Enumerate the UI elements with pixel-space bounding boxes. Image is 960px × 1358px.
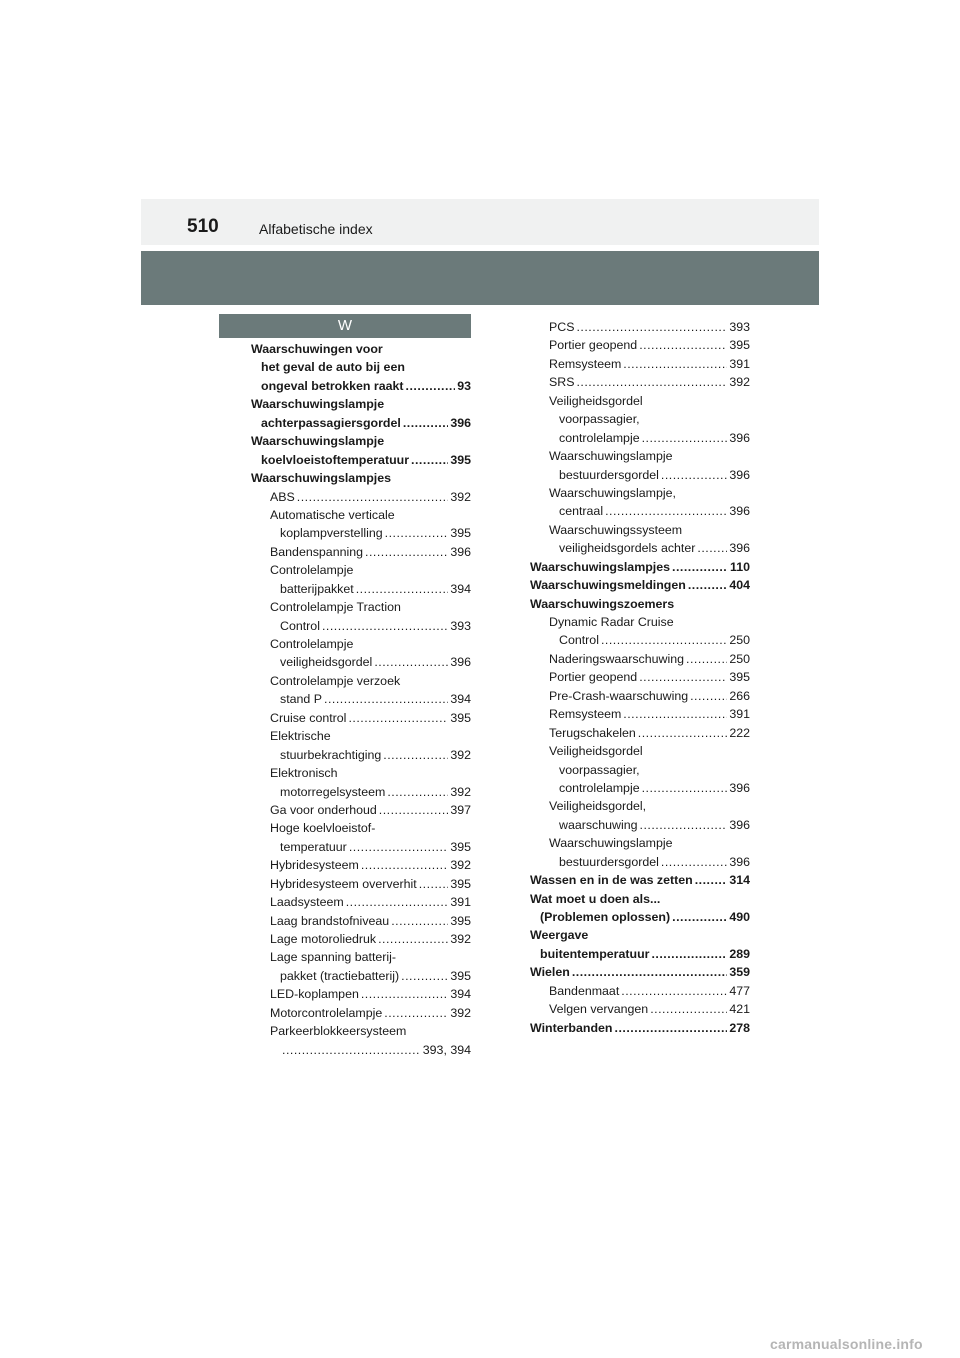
index-entry-term: temperatuur bbox=[280, 839, 347, 854]
index-entry-page[interactable]: 396 bbox=[729, 854, 750, 869]
index-entry bbox=[530, 742, 750, 760]
index-entry-term: bestuurdersgordel bbox=[559, 467, 659, 482]
dot-leader bbox=[379, 801, 449, 819]
index-entry bbox=[251, 875, 471, 893]
index-entry bbox=[251, 727, 471, 745]
index-entry-page[interactable]: 394 bbox=[450, 581, 471, 596]
index-entry-page[interactable]: 110 bbox=[730, 559, 750, 574]
index-entry-page[interactable]: 421 bbox=[729, 1002, 750, 1017]
index-entry-page[interactable]: 391 bbox=[729, 707, 750, 722]
index-entry-page[interactable]: 392 bbox=[450, 747, 471, 762]
index-entry bbox=[530, 908, 750, 926]
index-entry-term: LED-koplampen bbox=[270, 987, 359, 1002]
index-entry-term: Waarschuwingssysteem bbox=[549, 522, 683, 537]
index-entry bbox=[530, 853, 750, 871]
index-entry-page[interactable]: 396 bbox=[450, 655, 471, 670]
index-entry-page[interactable]: 314 bbox=[729, 873, 750, 888]
index-entry bbox=[251, 930, 471, 948]
dot-leader bbox=[282, 1041, 421, 1059]
index-entry bbox=[251, 801, 471, 819]
dot-leader bbox=[695, 871, 728, 889]
index-entry-page[interactable]: 93 bbox=[457, 378, 471, 393]
index-entry-page[interactable]: 490 bbox=[729, 910, 750, 924]
index-entry-page[interactable]: 394 bbox=[450, 987, 471, 1002]
index-entry-page[interactable]: 395 bbox=[450, 968, 471, 983]
index-entry-term: Controlelampje bbox=[270, 563, 354, 578]
index-entry-term: Wassen en in de was zetten bbox=[530, 873, 693, 888]
index-entry bbox=[530, 355, 750, 373]
index-entry-term: Waarschuwingslampje bbox=[549, 449, 673, 464]
index-entry bbox=[251, 1004, 471, 1022]
index-entry bbox=[530, 392, 750, 410]
index-entry-page[interactable]: 392 bbox=[450, 489, 471, 504]
dot-leader bbox=[605, 502, 727, 520]
index-entry-term: batterijpakket bbox=[280, 581, 354, 596]
index-entry bbox=[530, 558, 750, 576]
index-entry bbox=[251, 856, 471, 874]
index-entry-term: stand P bbox=[280, 692, 323, 707]
index-entry bbox=[251, 432, 471, 450]
index-entry bbox=[251, 580, 471, 598]
index-entry bbox=[530, 705, 750, 723]
index-entry bbox=[530, 816, 750, 834]
index-entry bbox=[530, 336, 750, 354]
dot-leader bbox=[361, 856, 448, 874]
index-entry-page[interactable]: 395 bbox=[729, 338, 750, 353]
index-entry bbox=[251, 672, 471, 690]
index-entry-term: ongeval betrokken raakt bbox=[261, 378, 404, 393]
index-entry-page[interactable]: 396 bbox=[450, 544, 471, 559]
index-entry bbox=[530, 631, 750, 649]
index-entry-page[interactable]: 391 bbox=[729, 356, 750, 371]
dot-leader bbox=[297, 488, 449, 506]
index-entry-term: Elektrische bbox=[270, 729, 331, 744]
index-entry-term: Waarschuwingslampje bbox=[251, 434, 385, 449]
header-band bbox=[141, 251, 819, 305]
index-entry-page[interactable]: 404 bbox=[729, 578, 750, 593]
index-entry-page[interactable]: 395 bbox=[729, 670, 750, 685]
index-entry-term: motorregelsysteem bbox=[280, 784, 386, 799]
index-entry bbox=[530, 429, 750, 447]
index-entry-term: Lage spanning batterij- bbox=[270, 950, 397, 965]
dot-leader bbox=[385, 524, 449, 542]
index-entry-term: Pre-Crash-waarschuwing bbox=[549, 688, 689, 703]
index-entry bbox=[530, 871, 750, 889]
index-entry bbox=[251, 690, 471, 708]
index-entry bbox=[251, 561, 471, 579]
dot-leader bbox=[374, 653, 448, 671]
index-entry bbox=[530, 1019, 750, 1037]
index-entry bbox=[251, 506, 471, 524]
index-entry bbox=[530, 834, 750, 852]
index-entry bbox=[251, 746, 471, 764]
index-entry bbox=[530, 576, 750, 594]
index-entry-page[interactable]: 397 bbox=[450, 802, 471, 817]
index-entry-term: Waarschuwingen voor bbox=[251, 342, 383, 356]
index-entry-page[interactable]: 477 bbox=[729, 983, 750, 998]
index-entry bbox=[530, 1000, 750, 1018]
index-entry-term: Bandenspanning bbox=[270, 544, 364, 559]
index-entry-page[interactable]: 393, 394 bbox=[422, 1042, 471, 1057]
index-entry bbox=[530, 724, 750, 742]
index-entry-term: Laag brandstofniveau bbox=[270, 913, 390, 928]
index-entry-page[interactable]: 396 bbox=[729, 780, 750, 795]
index-entry bbox=[530, 982, 750, 1000]
dot-leader bbox=[642, 429, 728, 447]
dot-leader bbox=[688, 576, 727, 594]
index-entry-page[interactable]: 395 bbox=[450, 839, 471, 854]
index-entry-term: Waarschuwingslampje, bbox=[549, 485, 676, 500]
index-entry bbox=[530, 613, 750, 631]
dot-leader bbox=[672, 908, 727, 926]
index-entry bbox=[530, 466, 750, 484]
index-entry bbox=[530, 779, 750, 797]
index-entry-term: Controlelampje verzoek bbox=[270, 673, 401, 688]
index-entry-page[interactable]: 395 bbox=[450, 876, 471, 891]
index-entry-term: Waarschuwingslampjes bbox=[251, 471, 392, 486]
dot-leader bbox=[383, 746, 448, 764]
index-entry-page[interactable]: 395 bbox=[450, 452, 471, 467]
index-entry bbox=[251, 543, 471, 561]
index-entry-term: veiligheidsgordel bbox=[280, 655, 373, 670]
index-entry bbox=[251, 838, 471, 856]
dot-leader bbox=[601, 631, 727, 649]
index-entry bbox=[530, 502, 750, 520]
index-entry-term: Bandenmaat bbox=[549, 983, 620, 998]
dot-leader bbox=[391, 912, 448, 930]
index-entry-term: waarschuwing bbox=[559, 817, 638, 832]
index-entry-term: Terugschakelen bbox=[549, 725, 636, 740]
index-entry bbox=[530, 926, 750, 944]
dot-leader bbox=[576, 318, 727, 336]
page-title: Alfabetische index bbox=[259, 221, 373, 237]
index-entry bbox=[530, 668, 750, 686]
index-entry-term: Wat moet u doen als... bbox=[530, 891, 661, 906]
index-entry bbox=[251, 912, 471, 930]
dot-leader bbox=[419, 875, 449, 893]
index-entry bbox=[530, 595, 750, 613]
index-entry-term: Veiligheidsgordel bbox=[549, 744, 643, 759]
index-entry-term: veiligheidsgordels achter bbox=[559, 541, 696, 556]
index-entry-page[interactable]: 393 bbox=[729, 320, 750, 334]
index-entry bbox=[251, 414, 471, 432]
index-entry bbox=[251, 653, 471, 671]
index-entry bbox=[530, 945, 750, 963]
index-entry bbox=[251, 1022, 471, 1040]
dot-leader bbox=[322, 617, 448, 635]
index-entry-page[interactable]: 395 bbox=[450, 913, 471, 928]
index-entry-page[interactable]: 391 bbox=[450, 895, 471, 910]
index-entry-term: achterpassagiersgordel bbox=[261, 415, 401, 430]
index-entry-page[interactable]: 396 bbox=[729, 430, 750, 445]
dot-leader bbox=[640, 816, 728, 834]
index-entry-page[interactable]: 396 bbox=[729, 467, 750, 482]
index-entry-term: Control bbox=[280, 618, 320, 633]
index-entry-page[interactable]: 392 bbox=[450, 784, 471, 799]
dot-leader bbox=[365, 543, 448, 561]
index-entry bbox=[251, 488, 471, 506]
index-entry-term: controlelampje bbox=[559, 430, 640, 445]
index-entry-term: Ga voor onderhoud bbox=[270, 802, 377, 817]
index-entry-term: Wielen bbox=[530, 965, 570, 980]
index-entry bbox=[251, 395, 471, 413]
dot-leader bbox=[576, 373, 727, 391]
dot-leader bbox=[623, 705, 727, 723]
index-entry-term: Control bbox=[559, 633, 599, 648]
index-entry-term: Parkeerblokkeersysteem bbox=[270, 1024, 407, 1039]
index-column-right bbox=[530, 318, 750, 1037]
index-entry bbox=[530, 797, 750, 815]
index-entry bbox=[251, 598, 471, 616]
dot-leader bbox=[672, 558, 728, 576]
index-entry-term: Veiligheidsgordel, bbox=[549, 799, 647, 814]
index-entry-page[interactable]: 250 bbox=[729, 633, 750, 648]
index-entry-term: koplampverstelling bbox=[280, 526, 383, 541]
index-entry-page[interactable]: 394 bbox=[450, 692, 471, 707]
index-entry-term: koelvloeistoftemperatuur bbox=[261, 452, 410, 467]
dot-leader bbox=[406, 377, 456, 395]
dot-leader bbox=[349, 838, 449, 856]
index-entry-term: voorpassagier, bbox=[559, 762, 640, 777]
dot-leader bbox=[401, 967, 448, 985]
index-entry bbox=[251, 764, 471, 782]
index-entry-term: Hoge koelvloeistof- bbox=[270, 821, 376, 836]
dot-leader bbox=[378, 930, 448, 948]
index-entry-page[interactable]: 396 bbox=[729, 541, 750, 556]
index-entry-term: Portier geopend bbox=[549, 670, 638, 685]
index-entry bbox=[530, 373, 750, 391]
index-entry-page[interactable]: 396 bbox=[729, 504, 750, 519]
dot-leader bbox=[690, 687, 727, 705]
watermark: carmanualsonline.info bbox=[770, 1336, 923, 1352]
dot-leader bbox=[623, 355, 727, 373]
index-entry bbox=[251, 819, 471, 837]
index-entry-term: Waarschuwingsmeldingen bbox=[530, 578, 686, 593]
dot-leader bbox=[411, 451, 448, 469]
dot-leader bbox=[651, 945, 727, 963]
index-entry-term: bestuurdersgordel bbox=[559, 854, 659, 869]
index-entry-term: het geval de auto bij een bbox=[261, 360, 405, 375]
index-entry bbox=[530, 890, 750, 908]
index-entry-page[interactable]: 278 bbox=[729, 1020, 750, 1035]
index-entry-term: stuurbekrachtiging bbox=[280, 747, 382, 762]
index-entry-term: Velgen vervangen bbox=[549, 1002, 649, 1017]
index-entry bbox=[530, 963, 750, 981]
index-entry bbox=[251, 358, 471, 376]
dot-leader bbox=[348, 709, 448, 727]
dot-leader bbox=[621, 982, 727, 1000]
dot-leader bbox=[572, 963, 727, 981]
index-entry bbox=[530, 650, 750, 668]
dot-leader bbox=[639, 336, 727, 354]
dot-leader bbox=[387, 783, 448, 801]
index-entry-term: Waarschuwingszoemers bbox=[530, 596, 675, 611]
index-entry-term: Weergave bbox=[530, 928, 589, 943]
index-entry-term: ABS bbox=[270, 489, 295, 504]
index-entry-term: voorpassagier, bbox=[559, 412, 640, 427]
index-entry-term: Waarschuwingslampje bbox=[549, 836, 673, 851]
dot-leader bbox=[697, 539, 727, 557]
dot-leader bbox=[686, 650, 727, 668]
index-entry bbox=[530, 318, 750, 336]
dot-leader bbox=[642, 779, 728, 797]
dot-leader bbox=[638, 724, 728, 742]
index-entry-term: Hybridesysteem oververhit bbox=[270, 876, 417, 891]
index-entry-term: Waarschuwingslampjes bbox=[530, 559, 671, 574]
header-bar bbox=[141, 199, 819, 245]
dot-leader bbox=[615, 1019, 728, 1037]
index-entry-term: Dynamic Radar Cruise bbox=[549, 615, 674, 629]
index-entry-term: Portier geopend bbox=[549, 338, 638, 353]
index-entry-term: Cruise control bbox=[270, 710, 347, 725]
dot-leader bbox=[356, 580, 449, 598]
dot-leader bbox=[346, 893, 449, 911]
index-entry-term: Winterbanden bbox=[530, 1020, 613, 1035]
index-entry-page[interactable]: 266 bbox=[729, 688, 750, 703]
section-letter-tab: W bbox=[219, 314, 471, 338]
index-entry-page[interactable]: 392 bbox=[450, 858, 471, 873]
index-entry bbox=[530, 447, 750, 465]
index-entry-page[interactable]: 392 bbox=[450, 1005, 471, 1020]
index-entry-page[interactable]: 250 bbox=[729, 651, 750, 666]
index-entry bbox=[530, 484, 750, 502]
index-entry bbox=[530, 539, 750, 557]
index-entry-term: Laadsysteem bbox=[270, 895, 344, 910]
index-entry bbox=[251, 340, 471, 358]
index-entry-term: SRS bbox=[549, 375, 575, 390]
index-entry bbox=[530, 761, 750, 779]
index-entry-term: Remsysteem bbox=[549, 707, 622, 722]
index-entry-page[interactable]: 395 bbox=[450, 526, 471, 541]
index-entry-term: Controlelampje bbox=[270, 637, 354, 651]
page-number: 510 bbox=[187, 216, 219, 237]
index-entry-term: Elektronisch bbox=[270, 766, 338, 781]
index-entry bbox=[251, 1041, 471, 1059]
index-entry bbox=[251, 948, 471, 966]
dot-leader bbox=[403, 414, 449, 432]
dot-leader bbox=[384, 1004, 448, 1022]
index-entry-term: Hybridesysteem bbox=[270, 858, 359, 873]
dot-leader bbox=[661, 466, 727, 484]
index-entry bbox=[251, 783, 471, 801]
index-entry-page[interactable]: 392 bbox=[729, 375, 750, 390]
index-entry-term: Motorcontrolelampje bbox=[270, 1005, 383, 1020]
index-entry bbox=[251, 469, 471, 487]
index-entry bbox=[251, 985, 471, 1003]
index-entry bbox=[251, 635, 471, 653]
index-entry-page[interactable]: 393 bbox=[450, 618, 471, 633]
index-entry bbox=[530, 521, 750, 539]
index-entry-page[interactable]: 395 bbox=[450, 710, 471, 725]
index-entry bbox=[251, 617, 471, 635]
index-entry-page[interactable]: 396 bbox=[450, 415, 471, 430]
index-column-left bbox=[251, 340, 471, 1059]
index-entry bbox=[251, 967, 471, 985]
index-entry-term: PCS bbox=[549, 320, 575, 334]
index-entry-term: buitentemperatuur bbox=[540, 946, 650, 961]
index-entry-term: (Problemen oplossen) bbox=[540, 910, 671, 924]
index-entry bbox=[251, 709, 471, 727]
index-entry-page[interactable]: 396 bbox=[729, 817, 750, 832]
index-entry-term: centraal bbox=[559, 504, 604, 519]
index-entry-page[interactable]: 392 bbox=[450, 932, 471, 946]
dot-leader bbox=[650, 1000, 727, 1018]
index-entry-term: Remsysteem bbox=[549, 356, 622, 371]
dot-leader bbox=[661, 853, 727, 871]
index-entry bbox=[251, 377, 471, 395]
index-entry bbox=[530, 410, 750, 428]
index-entry bbox=[251, 524, 471, 542]
index-entry-term: pakket (tractiebatterij) bbox=[280, 968, 400, 983]
index-entry-term: controlelampje bbox=[559, 780, 640, 795]
index-entry-page[interactable]: 359 bbox=[729, 965, 750, 980]
index-entry-term: Controlelampje Traction bbox=[270, 600, 401, 615]
index-entry-term: Naderingswaarschuwing bbox=[549, 651, 684, 666]
index-entry bbox=[251, 451, 471, 469]
index-entry bbox=[530, 687, 750, 705]
index-entry-term: Veiligheidsgordel bbox=[549, 393, 643, 408]
index-entry-term: Waarschuwingslampje bbox=[251, 397, 385, 412]
index-entry-page[interactable]: 222 bbox=[729, 725, 750, 740]
dot-leader bbox=[361, 985, 448, 1003]
index-entry-term: Automatische verticale bbox=[270, 507, 395, 522]
index-entry-page[interactable]: 289 bbox=[729, 946, 750, 961]
index-entry bbox=[251, 893, 471, 911]
dot-leader bbox=[324, 690, 448, 708]
index-entry-term: Lage motoroliedruk bbox=[270, 932, 377, 946]
dot-leader bbox=[639, 668, 727, 686]
